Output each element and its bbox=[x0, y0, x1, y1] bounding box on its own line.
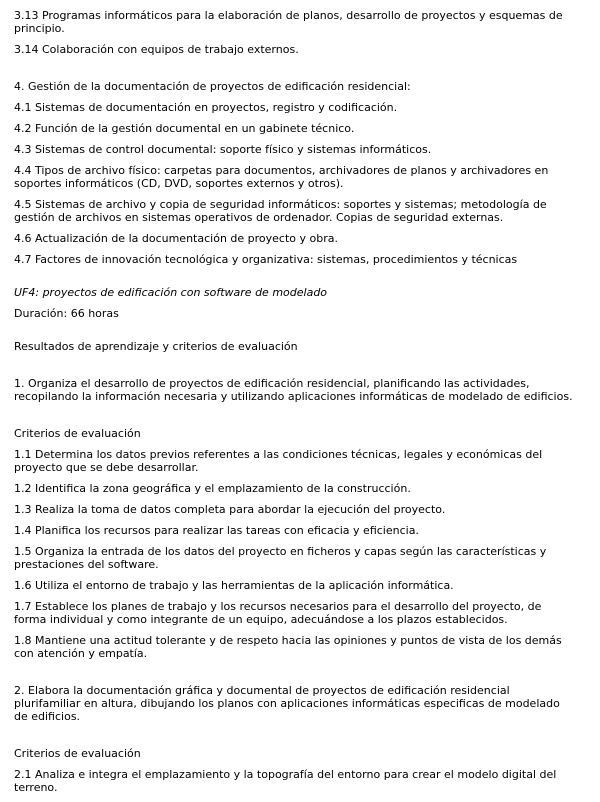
paragraph-4-3: 4.3 Sistemas de control documental: soporte físico y sistemas informáticos. bbox=[14, 143, 432, 156]
paragraph-4-7: 4.7 Factores de innovación tecnológica y organizativa: sistemas, procedimientos y técnicas bbox=[14, 253, 518, 266]
result-2-text: 2. Elabora la documentación gráfica y documental de proyectos de edificación residencial plurifamiliar en altura, dibujando los planos con aplicaciones informáticas especificas de modelado de edificios. bbox=[14, 684, 560, 723]
paragraph-4-4: 4.4 Tipos de archivo físico: carpetas para documentos, archivadores de planos y archivadores en soportes informáticos (CD, DVD, soportes externos y otros). bbox=[14, 164, 549, 190]
criterion-1-4: 1.4 Planifica los recursos para realizar las tareas con eficacia y eficiencia. bbox=[14, 524, 419, 537]
criterion-1-6: 1.6 Utiliza el entorno de trabajo y las herramientas de la aplicación informática. bbox=[14, 579, 454, 592]
uf4-title: UF4: proyectos de edificación con software de modelado bbox=[14, 286, 328, 299]
results-heading: Resultados de aprendizaje y criterios de evaluación bbox=[14, 340, 298, 353]
criterion-1-7: 1.7 Establece los planes de trabajo y los recursos necesarios para el desarrollo del proyecto, de forma individual y como integrante de un equipo, adecuándose a los plazos establecidos. bbox=[14, 600, 542, 626]
criterion-2-1: 2.1 Analiza e integra el emplazamiento y la topografía del entorno para crear el modelo digital del terreno. bbox=[14, 768, 557, 794]
result-1-criteria-heading: Criterios de evaluación bbox=[14, 427, 141, 440]
paragraph-4-1: 4.1 Sistemas de documentación en proyectos, registro y codificación. bbox=[14, 101, 398, 114]
document-body bbox=[14, 9, 574, 802]
criterion-1-1: 1.1 Determina los datos previos referentes a las condiciones técnicas, legales y económicas del proyecto que se debe desarrollar. bbox=[14, 448, 543, 474]
criterion-1-3: 1.3 Realiza la toma de datos completa para abordar la ejecución del proyecto. bbox=[14, 503, 446, 516]
criterion-1-5: 1.5 Organiza la entrada de los datos del proyecto en ficheros y capas según las características y prestaciones del software. bbox=[14, 545, 547, 571]
paragraph-4-2: 4.2 Función de la gestión documental en un gabinete técnico. bbox=[14, 122, 355, 135]
result-2-criteria-heading: Criterios de evaluación bbox=[14, 747, 141, 760]
paragraph-4-5: 4.5 Sistemas de archivo y copia de seguridad informáticos: soportes y sistemas; metodología de gestión de archivos en sistemas operativos de ordenador. Copias de seguridad externas. bbox=[14, 198, 547, 224]
criterion-1-8: 1.8 Mantiene una actitud tolerante y de respeto hacia las opiniones y puntos de vista de los demás con atención y empatía. bbox=[14, 634, 562, 660]
paragraph-3-13: 3.13 Programas informáticos para la elaboración de planos, desarrollo de proyectos y esquemas de principio. bbox=[14, 9, 563, 35]
paragraph-3-14: 3.14 Colaboración con equipos de trabajo externos. bbox=[14, 43, 299, 56]
paragraph-4-6: 4.6 Actualización de la documentación de proyecto y obra. bbox=[14, 232, 338, 245]
uf4-duration: Duración: 66 horas bbox=[14, 307, 119, 320]
criterion-1-2: 1.2 Identifica la zona geográfica y el emplazamiento de la construcción. bbox=[14, 482, 411, 495]
section-4-heading: 4. Gestión de la documentación de proyectos de edificación residencial: bbox=[14, 80, 411, 93]
result-1-text: 1. Organiza el desarrollo de proyectos de edificación residencial, planificando las actividades, recopilando la información necesaria y utilizando aplicaciones informáticas de modelado de edificios. bbox=[14, 377, 573, 403]
